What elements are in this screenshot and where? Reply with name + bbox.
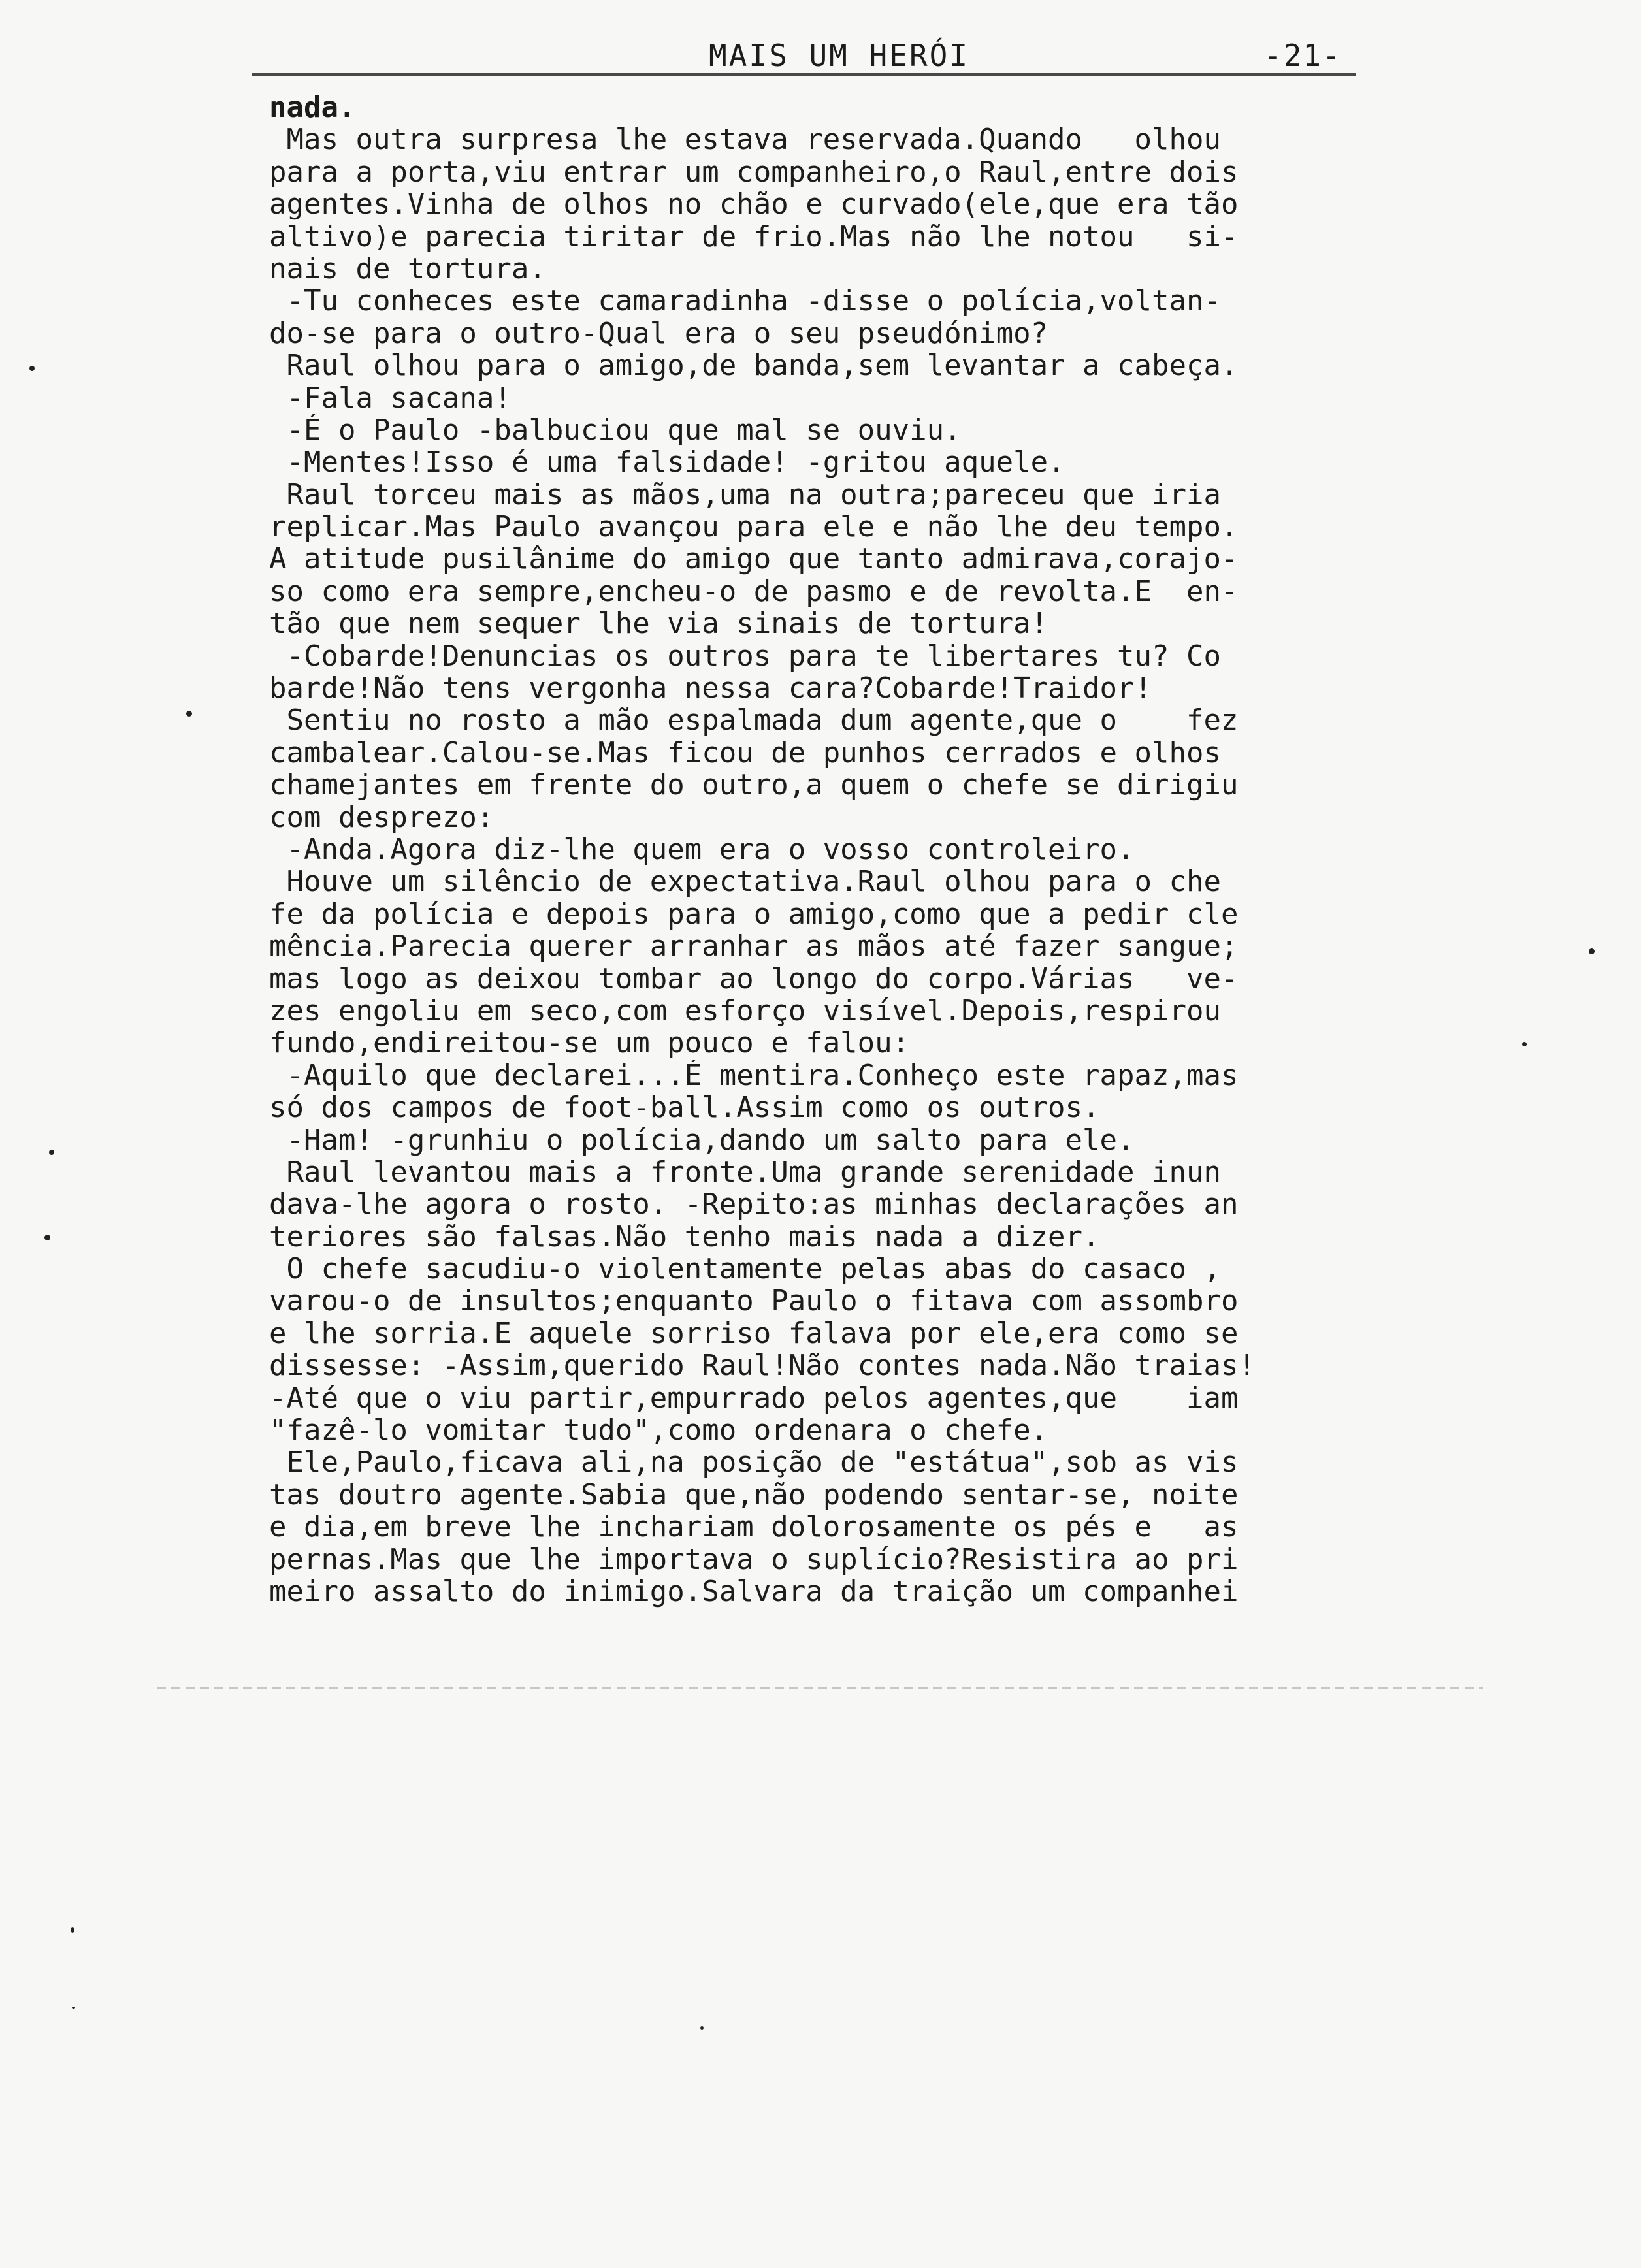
text-line: Raul levantou mais a fronte.Uma grande serenidade inun	[269, 1156, 1221, 1189]
text-line: Sentiu no rosto a mão espalmada dum agente,que o fez	[269, 704, 1239, 737]
text-line: mas logo as deixou tombar ao longo do corpo.Várias ve-	[269, 962, 1239, 995]
text-line: fundo,endireitou-se um pouco e falou:	[269, 1027, 910, 1060]
text-line: Houve um silêncio de expectativa.Raul olhou para o che	[269, 866, 1221, 898]
paper-speck	[700, 2026, 704, 2030]
text-line: chamejantes em frente do outro,a quem o chefe se dirigiu	[269, 769, 1239, 802]
text-line: para a porta,viu entrar um companheiro,o Raul,entre dois	[269, 155, 1239, 189]
text-line: -Aquilo que declarei...É mentira.Conheço este rapaz,mas	[269, 1059, 1239, 1092]
text-line: -Cobarde!Denuncias os outros para te libertares tu? Co	[269, 640, 1221, 673]
text-line: e dia,em breve lhe inchariam dolorosamente os pés e as	[269, 1511, 1239, 1544]
text-line: tas doutro agente.Sabia que,não podendo sentar-se, noite	[269, 1478, 1239, 1512]
paper-speck	[44, 1235, 50, 1240]
text-line: mência.Parecia querer arranhar as mãos até fazer sangue;	[269, 930, 1239, 963]
text-line: nais de tortura.	[269, 252, 546, 285]
text-line: -Mentes!Isso é uma falsidade! -gritou aquele.	[269, 446, 1065, 479]
text-line: agentes.Vinha de olhos no chão e curvado(ele,que era tão	[269, 188, 1239, 221]
text-line: com desprezo:	[269, 801, 495, 834]
text-line: fe da polícia e depois para o amigo,como que a pedir cle	[269, 898, 1239, 931]
text-line: cambalear.Calou-se.Mas ficou de punhos cerrados e olhos	[269, 736, 1221, 770]
text-line: pernas.Mas que lhe importava o suplício?Resistira ao pri	[269, 1543, 1239, 1576]
text-line: -Tu conheces este camaradinha -disse o polícia,voltan-	[269, 285, 1221, 317]
paper-speck	[49, 1150, 54, 1155]
running-title: MAIS UM HERÓI	[709, 38, 970, 73]
text-line: nada.	[269, 91, 356, 124]
text-line: so como era sempre,encheu-o de pasmo e de revolta.E en-	[269, 575, 1239, 608]
text-line: teriores são falsas.Não tenho mais nada a dizer.	[269, 1220, 1100, 1254]
text-line: -Fala sacana!	[269, 381, 512, 414]
text-line: tão que nem sequer lhe via sinais de tortura!	[269, 608, 1048, 640]
text-line: "fazê-lo vomitar tudo",como ordenara o chefe.	[269, 1414, 1048, 1447]
text-line: zes engoliu em seco,com esforço visível.Depois,respirou	[269, 994, 1221, 1028]
text-line: O chefe sacudiu-o violentamente pelas abas do casaco ,	[269, 1253, 1221, 1286]
text-line: e lhe sorria.E aquele sorriso falava por ele,era como se	[269, 1317, 1239, 1350]
header-rule	[252, 73, 1356, 76]
text-line: replicar.Mas Paulo avançou para ele e não lhe deu tempo.	[269, 511, 1239, 543]
paper-speck	[1522, 1042, 1527, 1046]
paper-speck	[72, 2007, 75, 2009]
text-line: altivo)e parecia tiritar de frio.Mas não lhe notou si-	[269, 220, 1239, 253]
text-line: -Até que o viu partir,empurrado pelos agentes,que iam	[269, 1382, 1239, 1415]
page-header	[252, 38, 1388, 77]
text-line: dissesse: -Assim,querido Raul!Não contes nada.Não traias!	[269, 1350, 1256, 1382]
text-line: do-se para o outro-Qual era o seu pseudónimo?	[269, 317, 1048, 350]
paper-speck	[186, 711, 192, 717]
paper-speck	[1589, 948, 1595, 954]
text-line: Mas outra surpresa lhe estava reservada.Quando olhou	[269, 123, 1221, 156]
paper-speck	[29, 366, 35, 371]
text-line: Raul olhou para o amigo,de banda,sem levantar a cabeça.	[269, 349, 1239, 382]
page-number: -21-	[1264, 38, 1342, 73]
text-line: A atitude pusilânime do amigo que tanto admirava,corajo-	[269, 543, 1239, 575]
text-line: barde!Não tens vergonha nessa cara?Cobarde!Traidor!	[269, 672, 1152, 705]
text-line: Ele,Paulo,ficava ali,na posição de "estátua",sob as vis	[269, 1446, 1239, 1479]
paper-speck	[71, 1927, 74, 1933]
text-line: Raul torceu mais as mãos,uma na outra;pareceu que iria	[269, 478, 1221, 511]
faint-dashed-rule	[157, 1687, 1483, 1689]
text-line: meiro assalto do inimigo.Salvara da traição um companhei	[269, 1575, 1239, 1608]
text-line: dava-lhe agora o rosto. -Repito:as minhas declarações an	[269, 1188, 1239, 1221]
text-line: -É o Paulo -balbuciou que mal se ouviu.	[269, 413, 962, 447]
text-line: -Anda.Agora diz-lhe quem era o vosso controleiro.	[269, 833, 1135, 866]
text-line: só dos campos de foot-ball.Assim como os outros.	[269, 1092, 1100, 1124]
text-line: -Ham! -grunhiu o polícia,dando um salto para ele.	[269, 1124, 1135, 1156]
text-line: varou-o de insultos;enquanto Paulo o fitava com assombro	[269, 1285, 1239, 1318]
body-text	[269, 91, 1373, 1608]
